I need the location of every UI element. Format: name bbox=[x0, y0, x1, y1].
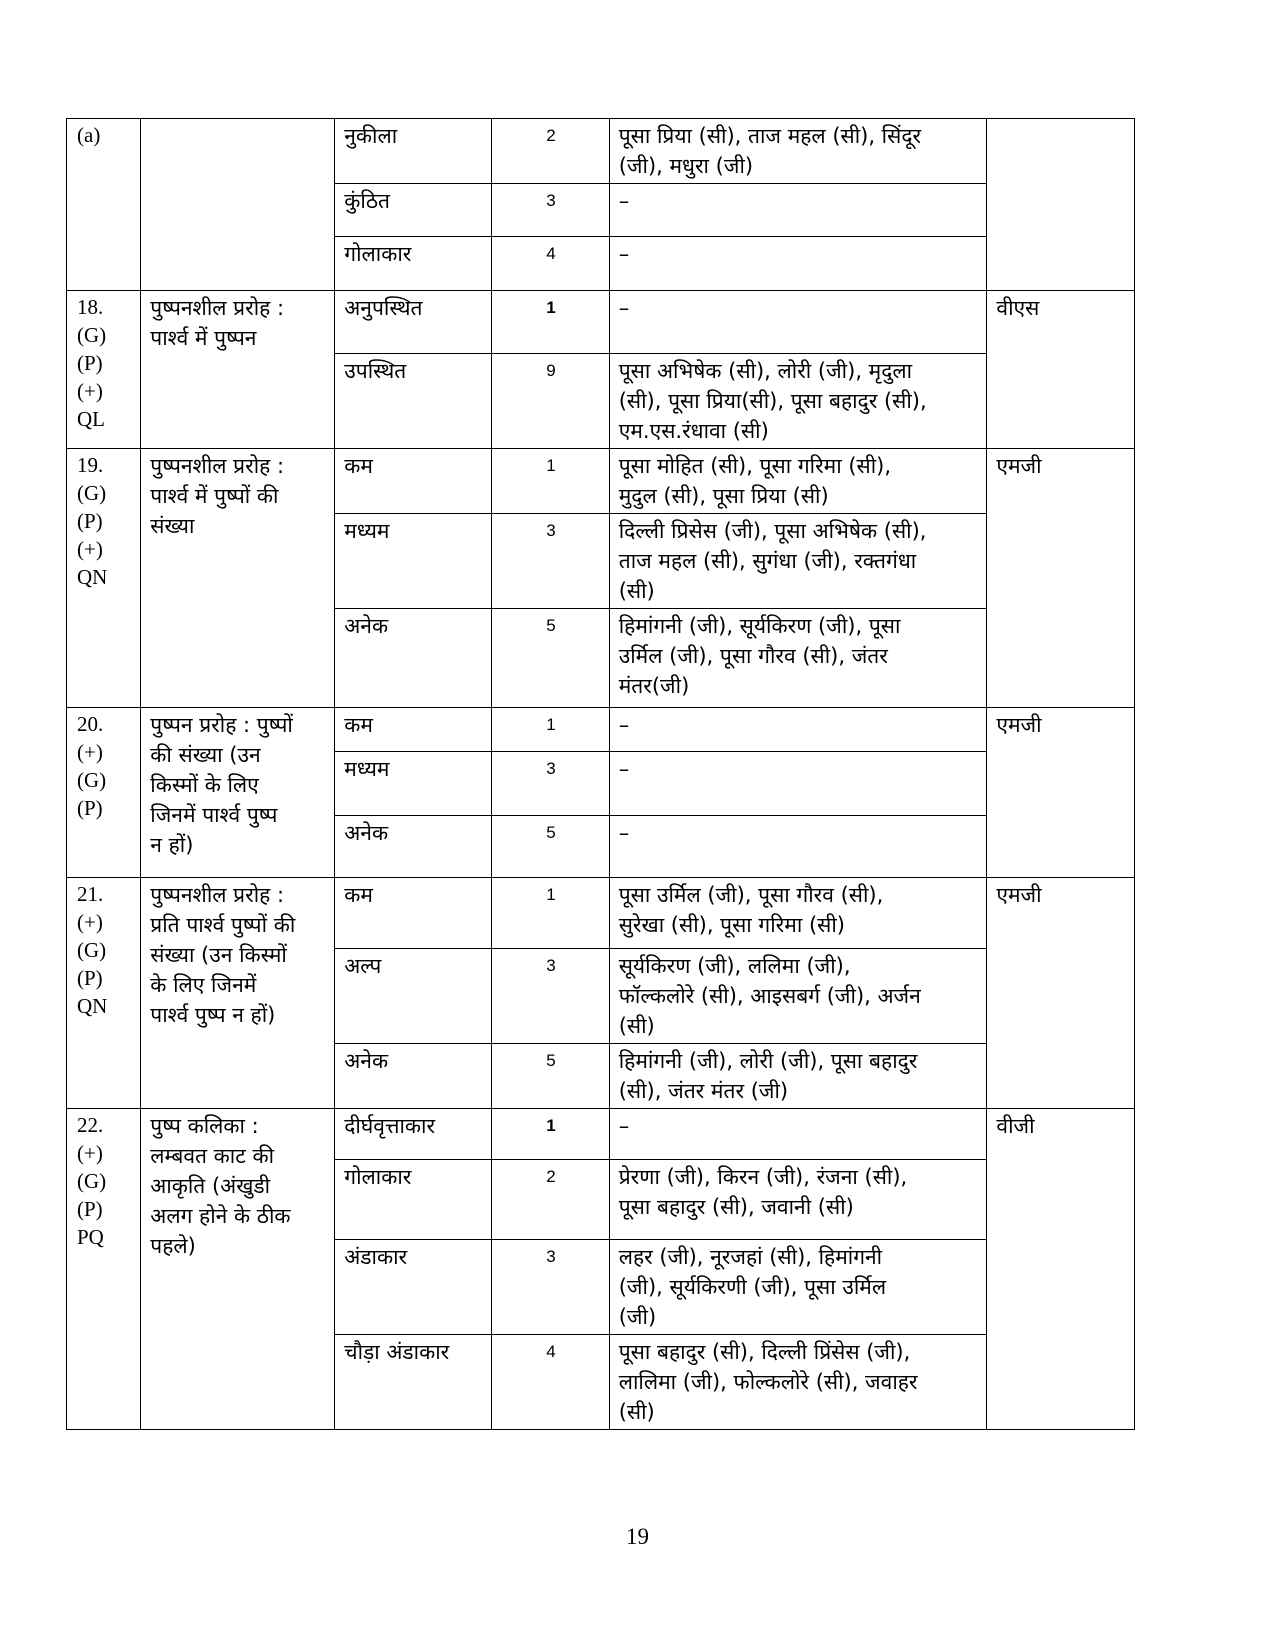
text-line: पूसा बहादुर (सी), जवानी (सी) bbox=[618, 1195, 854, 1219]
note-code: 5 bbox=[492, 1044, 610, 1109]
text-line: जिनमें पार्श्व पुष्प bbox=[150, 803, 278, 827]
example-varieties bbox=[609, 1109, 987, 1160]
text-line: – bbox=[618, 821, 630, 845]
text-line: (G) bbox=[77, 1169, 107, 1193]
method-of-observation: एमजी bbox=[987, 708, 1135, 878]
example-varieties bbox=[609, 1044, 987, 1109]
text-line: प्रति पार्श्व पुष्पों की bbox=[150, 913, 296, 937]
text-line: सुरेखा (सी), पूसा गरिमा (सी) bbox=[618, 913, 845, 937]
text-line: (सी) bbox=[618, 1014, 655, 1038]
characteristic-name bbox=[141, 878, 335, 1109]
text-line: पार्श्व पुष्प न हों) bbox=[150, 1003, 276, 1027]
characteristic-name bbox=[141, 449, 335, 708]
text-line: पुष्प कलिका : bbox=[150, 1114, 259, 1138]
note-code: 3 bbox=[492, 1240, 610, 1335]
note-code: 3 bbox=[492, 514, 610, 609]
table-row bbox=[67, 449, 1135, 514]
state-of-expression: मध्यम bbox=[335, 752, 492, 816]
text-line: QN bbox=[77, 994, 108, 1018]
text-line: (P) bbox=[77, 796, 103, 820]
state-of-expression: अनेक bbox=[335, 609, 492, 708]
state-of-expression: अनेक bbox=[335, 1044, 492, 1109]
text-line: पूसा उर्मिल (जी), पूसा गौरव (सी), bbox=[618, 883, 884, 907]
characteristic-number bbox=[67, 119, 141, 291]
text-line: संख्या (उन किस्मों bbox=[150, 943, 287, 967]
example-varieties bbox=[609, 878, 987, 949]
text-line: न हों) bbox=[150, 833, 194, 857]
text-line: QL bbox=[77, 407, 105, 431]
state-of-expression: गोलाकार bbox=[335, 1160, 492, 1240]
note-code: 2 bbox=[492, 1160, 610, 1240]
table-row bbox=[67, 1109, 1135, 1160]
state-of-expression: उपस्थित bbox=[335, 354, 492, 449]
example-varieties bbox=[609, 1335, 987, 1430]
characteristics-table bbox=[66, 118, 1135, 1430]
characteristic-number bbox=[67, 449, 141, 708]
example-varieties bbox=[609, 354, 987, 449]
text-line: उर्मिल (जी), पूसा गौरव (सी), जंतर bbox=[618, 644, 888, 668]
text-line: (+) bbox=[77, 379, 103, 403]
characteristic-name bbox=[141, 708, 335, 878]
characteristic-number bbox=[67, 291, 141, 449]
text-line: (सी) bbox=[618, 1400, 655, 1424]
note-code: 2 bbox=[492, 119, 610, 184]
note-code: 1 bbox=[492, 449, 610, 514]
text-line: (+) bbox=[77, 537, 103, 561]
text-line: लहर (जी), नूरजहां (सी), हिमांगनी bbox=[618, 1245, 883, 1269]
note-code: 3 bbox=[492, 184, 610, 237]
method-of-observation: वीएस bbox=[987, 291, 1135, 449]
text-line: पुष्पन प्ररोह : पुष्पों bbox=[150, 713, 293, 737]
text-line: PQ bbox=[77, 1225, 104, 1249]
text-line: आकृति (अंखुडी bbox=[150, 1174, 271, 1198]
text-line: एम.एस.रंधावा (सी) bbox=[618, 419, 769, 443]
text-line: (P) bbox=[77, 966, 103, 990]
table-row bbox=[67, 708, 1135, 752]
text-line: – bbox=[618, 1114, 630, 1138]
text-line: लालिमा (जी), फोल्कलोरे (सी), जवाहर bbox=[618, 1370, 918, 1394]
text-line: (G) bbox=[77, 481, 107, 505]
text-line: पूसा बहादुर (सी), दिल्ली प्रिंसेस (जी), bbox=[618, 1340, 911, 1364]
text-line: – bbox=[618, 757, 630, 781]
state-of-expression: चौड़ा अंडाकार bbox=[335, 1335, 492, 1430]
state-of-expression: गोलाकार bbox=[335, 237, 492, 291]
table-row bbox=[67, 291, 1135, 354]
text-line: पुष्पनशील प्ररोह : bbox=[150, 883, 285, 907]
example-varieties bbox=[609, 449, 987, 514]
note-code: 5 bbox=[492, 609, 610, 708]
text-line: प्रेरणा (जी), किरन (जी), रंजना (सी), bbox=[618, 1165, 908, 1189]
text-line: (P) bbox=[77, 351, 103, 375]
note-code: 4 bbox=[492, 1335, 610, 1430]
text-line: दिल्ली प्रिसेस (जी), पूसा अभिषेक (सी), bbox=[618, 519, 927, 543]
state-of-expression: अल्प bbox=[335, 949, 492, 1044]
method-of-observation: एमजी bbox=[987, 449, 1135, 708]
example-varieties bbox=[609, 184, 987, 237]
text-line: पार्श्व में पुष्पों की bbox=[150, 484, 279, 508]
example-varieties bbox=[609, 291, 987, 354]
example-varieties bbox=[609, 1160, 987, 1240]
text-line: पुष्पनशील प्ररोह : bbox=[150, 296, 285, 320]
text-line: – bbox=[618, 296, 630, 320]
note-code: 4 bbox=[492, 237, 610, 291]
table-row bbox=[67, 119, 1135, 184]
text-line: – bbox=[618, 242, 630, 266]
text-line: (G) bbox=[77, 938, 107, 962]
characteristic-name bbox=[141, 119, 335, 291]
text-line: 21. bbox=[77, 882, 104, 906]
text-line: (+) bbox=[77, 740, 103, 764]
text-line: मंतर(जी) bbox=[618, 674, 690, 698]
text-line: (P) bbox=[77, 1197, 103, 1221]
text-line: (+) bbox=[77, 910, 103, 934]
text-line: 20. bbox=[77, 712, 104, 736]
state-of-expression: कम bbox=[335, 708, 492, 752]
method-of-observation: वीजी bbox=[987, 1109, 1135, 1430]
method-of-observation: एमजी bbox=[987, 878, 1135, 1109]
text-line: (जी), मधुरा (जी) bbox=[618, 154, 754, 178]
note-code: 1 bbox=[492, 878, 610, 949]
state-of-expression: कम bbox=[335, 878, 492, 949]
method-of-observation bbox=[987, 119, 1135, 291]
note-code: 9 bbox=[492, 354, 610, 449]
text-line: संख्या bbox=[150, 514, 195, 538]
characteristic-number bbox=[67, 1109, 141, 1430]
text-line: (+) bbox=[77, 1141, 103, 1165]
text-line: सूर्यकिरण (जी), ललिमा (जी), bbox=[618, 954, 851, 978]
example-varieties bbox=[609, 119, 987, 184]
text-line: अलग होने के ठीक bbox=[150, 1204, 291, 1228]
note-code: 5 bbox=[492, 816, 610, 878]
characteristic-name bbox=[141, 291, 335, 449]
note-code: 3 bbox=[492, 949, 610, 1044]
text-line: 18. bbox=[77, 295, 104, 319]
text-line: मुदुल (सी), पूसा प्रिया (सी) bbox=[618, 484, 829, 508]
note-code: 1 bbox=[492, 1109, 610, 1160]
characteristic-number bbox=[67, 878, 141, 1109]
example-varieties bbox=[609, 514, 987, 609]
text-line: पार्श्व में पुष्पन bbox=[150, 326, 257, 350]
state-of-expression: अनेक bbox=[335, 816, 492, 878]
text-line: (जी), सूर्यकिरणी (जी), पूसा उर्मिल bbox=[618, 1275, 887, 1299]
example-varieties bbox=[609, 708, 987, 752]
characteristic-number bbox=[67, 708, 141, 878]
state-of-expression: कम bbox=[335, 449, 492, 514]
example-varieties bbox=[609, 1240, 987, 1335]
note-code: 3 bbox=[492, 752, 610, 816]
text-line: पूसा मोहित (सी), पूसा गरिमा (सी), bbox=[618, 454, 892, 478]
state-of-expression: अंडाकार bbox=[335, 1240, 492, 1335]
text-line: फॉल्कलोरे (सी), आइसबर्ग (जी), अर्जन bbox=[618, 984, 921, 1008]
example-varieties bbox=[609, 237, 987, 291]
characteristic-name bbox=[141, 1109, 335, 1430]
note-code: 1 bbox=[492, 708, 610, 752]
text-line: लम्बवत काट की bbox=[150, 1144, 275, 1168]
page-number: 19 bbox=[626, 1524, 649, 1549]
text-line: – bbox=[618, 713, 630, 737]
table-row bbox=[67, 878, 1135, 949]
text-line: पूसा प्रिया (सी), ताज महल (सी), सिंदूर bbox=[618, 124, 922, 148]
example-varieties bbox=[609, 609, 987, 708]
text-line: (सी) bbox=[618, 579, 655, 603]
text-line: 19. bbox=[77, 453, 104, 477]
text-line: पहले) bbox=[150, 1234, 196, 1258]
state-of-expression: मध्यम bbox=[335, 514, 492, 609]
text-line: किस्मों के लिए bbox=[150, 773, 259, 797]
text-line: हिमांगनी (जी), लोरी (जी), पूसा बहादुर bbox=[618, 1049, 918, 1073]
state-of-expression: कुंठित bbox=[335, 184, 492, 237]
state-of-expression: दीर्घवृत्ताकार bbox=[335, 1109, 492, 1160]
example-varieties bbox=[609, 949, 987, 1044]
state-of-expression: नुकीला bbox=[335, 119, 492, 184]
state-of-expression: अनुपस्थित bbox=[335, 291, 492, 354]
example-varieties bbox=[609, 816, 987, 878]
text-line: पुष्पनशील प्ररोह : bbox=[150, 454, 285, 478]
text-line: (a) bbox=[77, 123, 101, 147]
text-line: – bbox=[618, 189, 630, 213]
note-code: 1 bbox=[492, 291, 610, 354]
text-line: हिमांगनी (जी), सूर्यकिरण (जी), पूसा bbox=[618, 614, 901, 638]
text-line: ताज महल (सी), सुगंधा (जी), रक्तगंधा bbox=[618, 549, 917, 573]
text-line: (सी), जंतर मंतर (जी) bbox=[618, 1079, 789, 1103]
text-line: QN bbox=[77, 565, 108, 589]
text-line: (G) bbox=[77, 768, 107, 792]
text-line: (P) bbox=[77, 509, 103, 533]
text-line: पूसा अभिषेक (सी), लोरी (जी), मृदुला bbox=[618, 359, 913, 383]
text-line: (सी), पूसा प्रिया(सी), पूसा बहादुर (सी), bbox=[618, 389, 927, 413]
example-varieties bbox=[609, 752, 987, 816]
text-line: (G) bbox=[77, 323, 107, 347]
text-line: 22. bbox=[77, 1113, 104, 1137]
text-line: की संख्या (उन bbox=[150, 743, 261, 767]
text-line: (जी) bbox=[618, 1305, 657, 1329]
text-line: के लिए जिनमें bbox=[150, 973, 257, 997]
